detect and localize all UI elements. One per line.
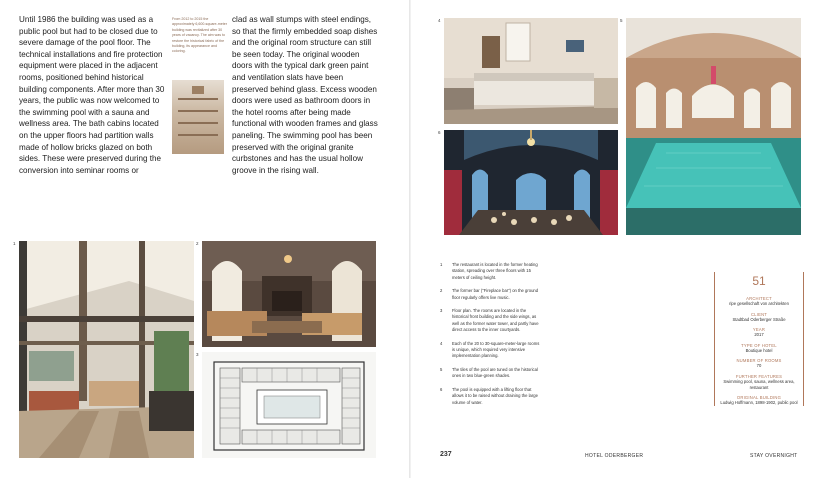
legend-item: 2 The former bar ("Fireplace bar") on the ground floor regularly offers live music. — [440, 288, 539, 300]
historic-building-thumbnail — [172, 80, 224, 154]
info-value: 2017 — [754, 332, 764, 338]
photo-number-2: 2 — [196, 241, 199, 246]
info-value: Swimming pool, sauna, wellness area, restaurant — [723, 378, 795, 390]
legend-item: 4 Each of the 20 to 30-square-meter-large rooms is unique, which required very intensive implementation planning. — [440, 340, 540, 359]
body-text-column-1: Until 1986 the building was used as a public pool but had to be closed due to severe damage of the pool floor. The technical installations and fire protection equipment were placed in the adjacent rooms, positioned behind historical building components. After more than 30 years, the public was now welcomed to the swimming pool with a sauna and wellness area. The bath cabins located on the upper floors had partition walls made of hollow bricks glazed on both sides. These were preserved during the conversion into seminar rooms or — [19, 15, 165, 175]
info-label: FURTHER FEATURES — [735, 373, 783, 379]
info-label: ARCHITECT — [746, 296, 772, 301]
info-label: ORIGINAL BUILDING — [736, 395, 782, 401]
running-footer-section: STAY OVERNIGHT — [750, 453, 798, 459]
project-number: 51 — [752, 274, 766, 288]
photo-swimming-pool — [626, 18, 801, 235]
photo-hotel-room — [444, 18, 618, 124]
legend-item: 5 The tiles of the pool are tuned on the historical ones in two blue-green shades. — [440, 366, 538, 379]
project-info-box — [714, 272, 804, 406]
photo-number-6: 6 — [438, 130, 441, 135]
legend-item: 3 Floor plan. The rooms are located in the historical front building and the side wings, as well as the former water tower, and partly have direct access to the inner courtyards. — [440, 308, 539, 333]
legend-item: 1 The restaurant is located in the former heating station, spreading over three floors with 15 meters of ceiling height. — [440, 262, 538, 280]
page-gutter — [409, 0, 411, 478]
photo-restaurant — [19, 241, 194, 458]
info-label: YEAR — [752, 327, 766, 333]
photo-legend — [440, 262, 540, 413]
info-label: CLIENT — [750, 311, 768, 317]
info-value: Ludwig Hoffmann, 1898-1902, public pool — [720, 400, 798, 406]
info-value: Stadtbad Oderberger Straße — [732, 316, 786, 322]
info-label: NUMBER OF ROOMS — [736, 358, 782, 364]
photo-event-hall — [444, 130, 618, 235]
running-footer-hotel: HOTEL ODERBERGER — [585, 453, 644, 459]
side-caption: From 2012 to 2015 the approximately 6,600-square-meter building was revitalized after 30 years of vacancy. The aim was to restore the historical fabric of the building, its appearance and coloring. — [172, 17, 227, 54]
page-number: 237 — [440, 451, 452, 458]
floor-plan-drawing — [202, 352, 376, 458]
body-text-column-2: clad as wall stumps with steel endings, so that the firmly embedded soap dishes and the original room structure can still be seen today. The original wooden doors with the typical dark green paint and ventilation slats have been preserved behind glass. Excess wooden doors were used as bathroom doors in the hotel rooms after being made functional with wooden frames and glass paneling. The swimming pool has been preserved with the original granite curbstones and has the usual hollow groove in the rising wall. — [232, 15, 378, 175]
info-value: ripe gesellschaft von architekten — [729, 301, 789, 306]
info-label: TYPE OF HOTEL — [741, 342, 777, 348]
photo-number-3: 3 — [196, 352, 199, 357]
photo-number-5: 5 — [620, 18, 623, 23]
legend-item: 6 The pool is equipped with a lifting floor that allows it to be raised without draining the large volume of water. — [440, 386, 538, 405]
photo-number-4: 4 — [438, 18, 441, 23]
photo-fireplace-bar — [202, 241, 376, 347]
info-value: 70 — [756, 363, 762, 369]
info-value: Boutique hotel — [745, 347, 773, 353]
photo-number-1: 1 — [13, 241, 16, 246]
